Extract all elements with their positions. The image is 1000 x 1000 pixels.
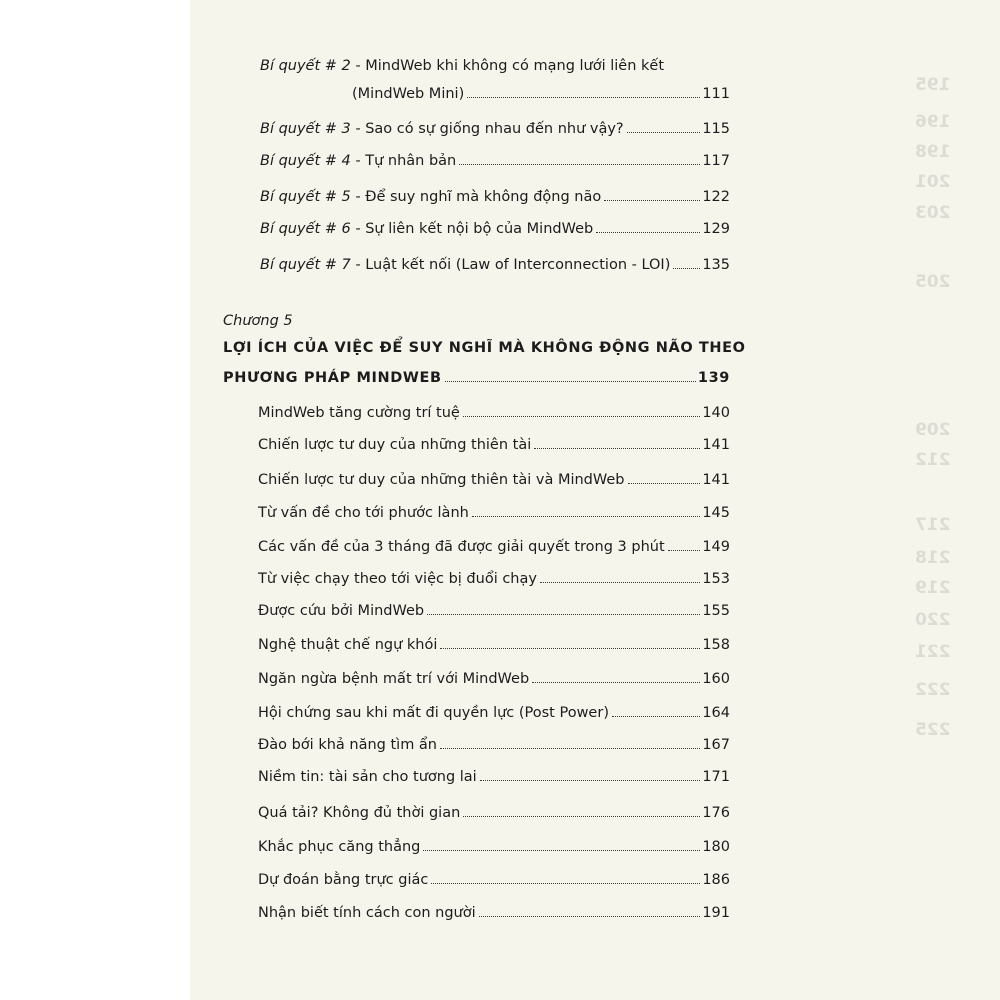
dot-leader <box>604 200 700 201</box>
page-number: 129 <box>702 221 730 237</box>
dot-leader <box>627 132 701 133</box>
page-number: 135 <box>702 257 730 273</box>
toc-entry <box>260 187 730 207</box>
toc-entry <box>258 601 730 621</box>
toc-entry <box>258 837 730 857</box>
page-number: 186 <box>702 872 730 888</box>
entry-prefix: Bí quyết # 5 <box>260 189 351 205</box>
entry-title: Khắc phục căng thẳng <box>258 839 421 855</box>
page-number: 191 <box>702 905 730 921</box>
dot-leader <box>668 550 701 551</box>
entry-title: PHƯƠNG PHÁP MINDWEB <box>223 370 442 386</box>
entry-prefix: Bí quyết # 4 <box>260 153 351 169</box>
dot-leader <box>596 232 700 233</box>
toc-entry <box>258 870 730 890</box>
toc-entry <box>258 470 730 490</box>
entry-title: Từ vấn đề cho tới phước lành <box>258 505 469 521</box>
bleed-number: 222 <box>914 680 950 700</box>
entry-title: Nhận biết tính cách con người <box>258 905 476 921</box>
toc-entry <box>258 435 730 455</box>
dot-leader <box>612 716 700 717</box>
toc-entry <box>258 503 730 523</box>
toc-entry <box>258 903 730 923</box>
toc-entry <box>258 803 730 823</box>
page-number: 122 <box>702 189 730 205</box>
entry-title: Bí quyết # 7 - Luật kết nối (Law of Interconnection - LOI) <box>260 257 671 273</box>
entry-title: Bí quyết # 2 - MindWeb khi không có mạng lưới liên kết <box>260 58 665 74</box>
page-number: 111 <box>702 86 730 102</box>
page-number: 167 <box>702 737 730 753</box>
entry-title: Chiến lược tư duy của những thiên tài và MindWeb <box>258 472 625 488</box>
entry-title: Bí quyết # 6 - Sự liên kết nội bộ của MindWeb <box>260 221 594 237</box>
page-number: 180 <box>702 839 730 855</box>
bleed-number: 217 <box>914 515 950 535</box>
entry-prefix: Bí quyết # 6 <box>260 221 351 237</box>
dot-leader <box>431 883 700 884</box>
page-number: 160 <box>702 671 730 687</box>
page-number: 141 <box>702 472 730 488</box>
page-number: 117 <box>702 153 730 169</box>
toc-entry <box>258 403 730 423</box>
bleed-number: 205 <box>914 272 950 292</box>
chapter-title-line2 <box>223 368 730 388</box>
entry-prefix: Bí quyết # 2 <box>260 58 351 74</box>
bleed-number: 196 <box>914 112 950 132</box>
entry-title: Bí quyết # 3 - Sao có sự giống nhau đến như vậy? <box>260 121 624 137</box>
dot-leader <box>463 816 700 817</box>
page-number: 155 <box>702 603 730 619</box>
bleed-number: 220 <box>914 610 950 630</box>
entry-title: Bí quyết # 4 - Tự nhân bản <box>260 153 457 169</box>
dot-leader <box>467 97 700 98</box>
toc-entry <box>260 255 730 275</box>
toc-entry <box>260 219 730 239</box>
toc-entry <box>258 669 730 689</box>
toc-entry <box>258 537 730 557</box>
table-of-contents <box>190 0 1000 1000</box>
page-number: 176 <box>702 805 730 821</box>
entry-prefix: Bí quyết # 3 <box>260 121 351 137</box>
bleed-number: 203 <box>914 203 950 223</box>
dot-leader <box>427 614 700 615</box>
page-number: 115 <box>702 121 730 137</box>
toc-entry <box>260 56 730 76</box>
entry-title: Ngăn ngừa bệnh mất trí với MindWeb <box>258 671 530 687</box>
entry-title: Chiến lược tư duy của những thiên tài <box>258 437 532 453</box>
toc-entry <box>258 735 730 755</box>
entry-title: Nghệ thuật chế ngự khói <box>258 637 438 653</box>
page-number: 139 <box>697 370 730 386</box>
page-number: 153 <box>702 571 730 587</box>
entry-title: MindWeb tăng cường trí tuệ <box>258 405 460 421</box>
dot-leader <box>459 164 700 165</box>
bleed-number: 201 <box>914 172 950 192</box>
toc-entry <box>260 119 730 139</box>
dot-leader <box>472 516 700 517</box>
dot-leader <box>540 582 700 583</box>
page-number: 171 <box>702 769 730 785</box>
page-number: 158 <box>702 637 730 653</box>
entry-title: (MindWeb Mini) <box>352 86 465 102</box>
dot-leader <box>673 268 700 269</box>
entry-title: Các vấn đề của 3 tháng đã được giải quyết trong 3 phút <box>258 539 665 555</box>
entry-title: Bí quyết # 5 - Để suy nghĩ mà không động não <box>260 189 602 205</box>
toc-entry <box>258 569 730 589</box>
entry-title: Hội chứng sau khi mất đi quyền lực (Post Power) <box>258 705 609 721</box>
chapter-label: Chương 5 <box>223 313 293 329</box>
bleed-number: 195 <box>914 75 950 95</box>
book-page <box>190 0 1000 1000</box>
bleed-number: 219 <box>914 578 950 598</box>
page-number: 140 <box>702 405 730 421</box>
bleed-number: 198 <box>914 142 950 162</box>
toc-entry <box>258 703 730 723</box>
dot-leader <box>440 748 700 749</box>
entry-title: Đào bới khả năng tìm ẩn <box>258 737 437 753</box>
entry-title: Từ việc chạy theo tới việc bị đuổi chạy <box>258 571 537 587</box>
toc-entry <box>258 635 730 655</box>
page-number: 149 <box>702 539 730 555</box>
bleed-number: 218 <box>914 548 950 568</box>
entry-title: Dự đoán bằng trực giác <box>258 872 429 888</box>
bleed-number: 221 <box>914 642 950 662</box>
dot-leader <box>628 483 701 484</box>
entry-title: Được cứu bởi MindWeb <box>258 603 425 619</box>
dot-leader <box>532 682 700 683</box>
toc-entry <box>260 151 730 171</box>
dot-leader <box>479 916 701 917</box>
bleed-number: 209 <box>914 420 950 440</box>
toc-entry-continued <box>352 84 730 104</box>
page-number: 164 <box>702 705 730 721</box>
dot-leader <box>423 850 700 851</box>
chapter-title-line1: LỢI ÍCH CỦA VIỆC ĐỂ SUY NGHĨ MÀ KHÔNG ĐỘNG NÃO THEO <box>223 340 746 356</box>
toc-entry <box>258 767 730 787</box>
page-number: 145 <box>702 505 730 521</box>
dot-leader <box>440 648 700 649</box>
dot-leader <box>463 416 700 417</box>
page-number: 141 <box>702 437 730 453</box>
entry-prefix: Bí quyết # 7 <box>260 257 351 273</box>
entry-title: Niềm tin: tài sản cho tương lai <box>258 769 477 785</box>
dot-leader <box>480 780 701 781</box>
bleed-number: 225 <box>914 720 950 740</box>
dot-leader <box>534 448 700 449</box>
dot-leader <box>445 381 696 382</box>
bleed-number: 212 <box>914 450 950 470</box>
entry-title: Quá tải? Không đủ thời gian <box>258 805 461 821</box>
